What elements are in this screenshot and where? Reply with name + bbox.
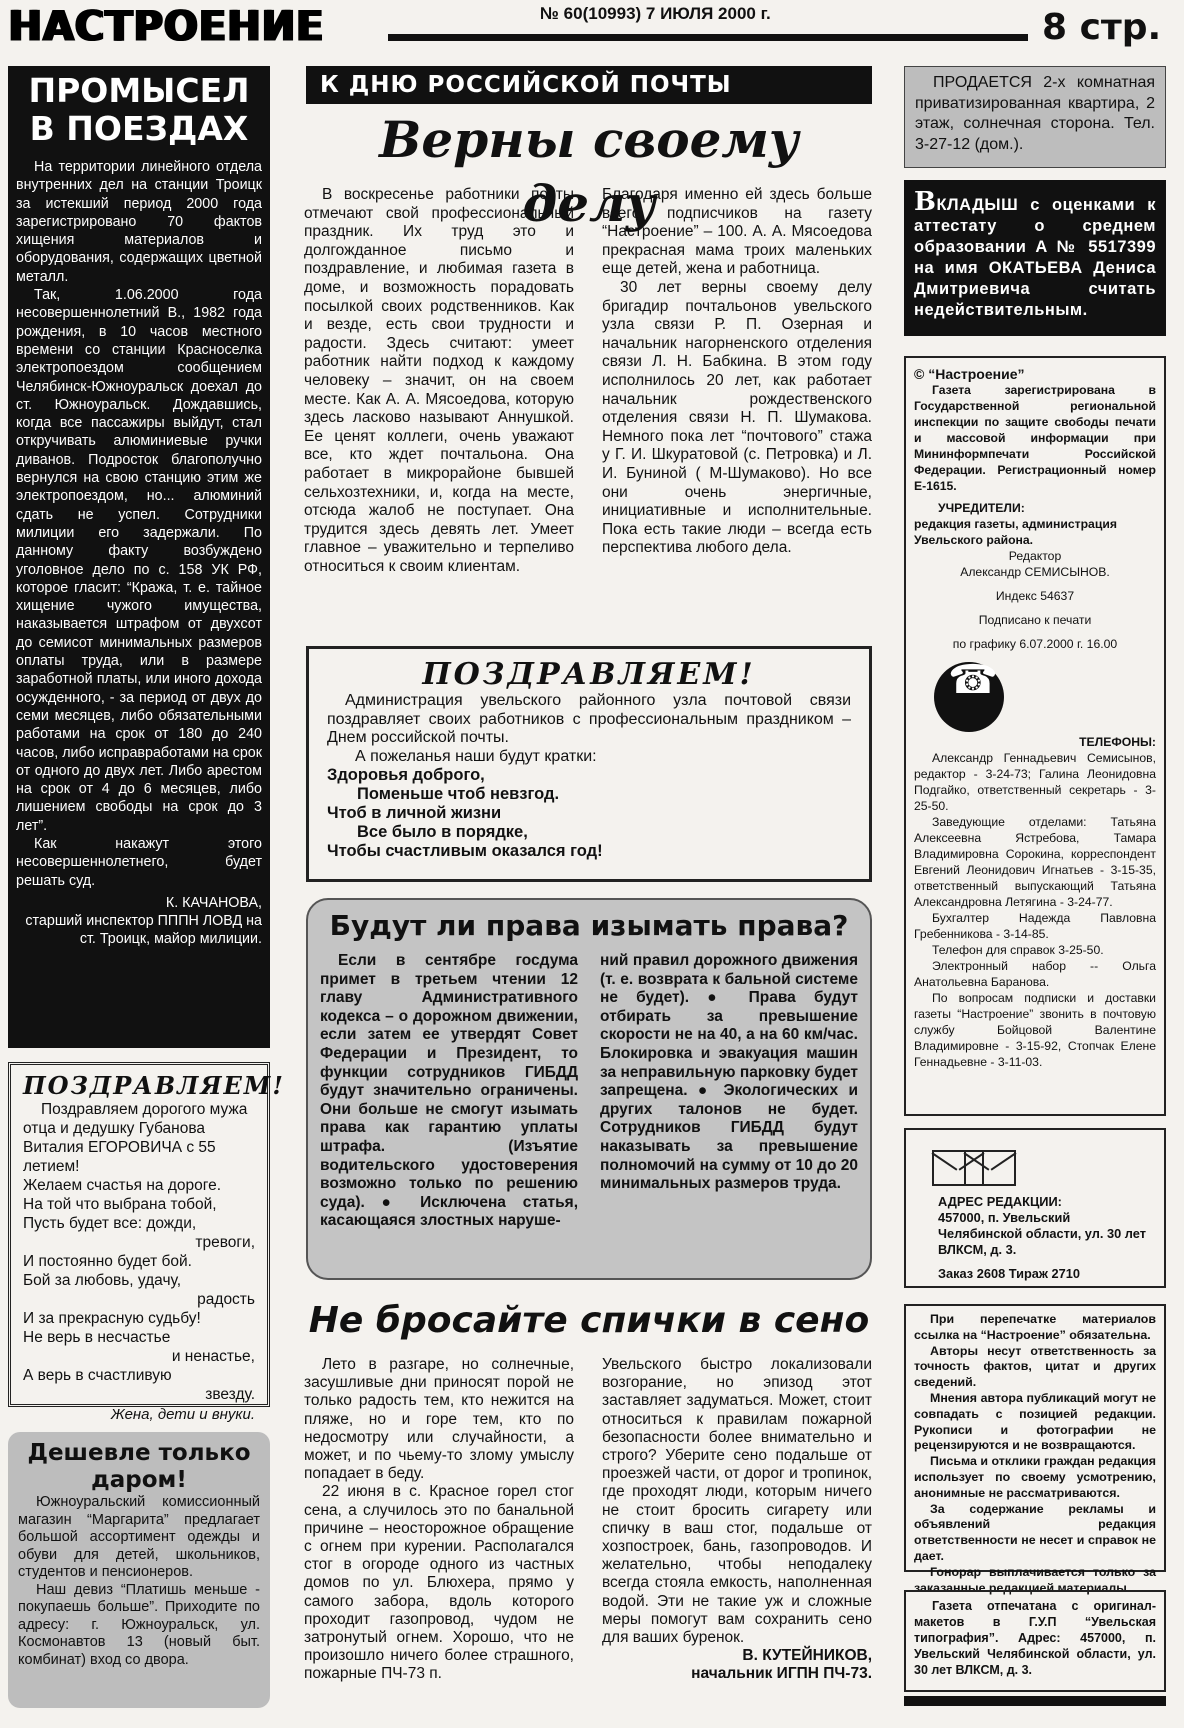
signed-to-print: Подписано к печати [978,613,1092,627]
address-text: 457000, п. Увельский Челябинской области, ул. 30 лет ВЛКСМ, д. 3. [938,1210,1146,1257]
editorial-address [904,1128,1166,1288]
crime-author-role: старший инспектор ПППН ЛОВД на ст. Троицк, майор милиции. [25,913,262,948]
crime-title: ПРОМЫСЕЛ В ПОЕЗДАХ [28,71,250,148]
verse-line: Чтобы счастливым оказался год! [327,842,603,860]
printing-house-notice [904,1590,1166,1692]
matches-headline: Не бросайте спички в сено [308,1300,870,1341]
page-number: 8 стр. [1042,7,1162,48]
lost-document-notice [904,180,1166,336]
subscription-index: Индекс 54637 [995,589,1075,603]
congratulation-line: Желаем счастья на дороге. [23,1177,222,1194]
matches-author: В. КУТЕЙНИКОВ, [742,1647,872,1665]
phone-entry: Бухгалтер Надежда Павловна Гребенникова - 3-14-85. [914,911,1156,941]
family-congratulation [8,1062,285,1423]
matches-paragraph: Увельского быстро локализовали возгорание, но эпизод этот заставляет задуматься. Может, стоит относиться к правилам пожарной безопасности более внимательно и строго? Уберите сено подальше от проезжей части, от дорог и тропинок, где проходят люди, которым ничего не стоит бросить сигарету или спичку в ваш стог, подальше от хозпостроек, бань, газопроводов. И желательно, чтобы неподалеку всегда стояла емкость, наполненная водой. Эти не такие уж и сложные меры помогут вам сохранить сено для ваших буренок. [602,1356,872,1647]
postal-verse [327,766,851,861]
telephone-icon [934,662,1004,732]
rights-title: Будут ли права изымать права? [329,909,849,942]
insert-initial: В [914,187,937,217]
verse-line: Здоровья доброго, [327,766,485,784]
ad-paragraph-2: Наш девиз “Платишь меньше - покупаешь больше”. Приходите по адресу: г. Южноуральск, ул. Космонавтов 13 (новый быт. комбинат) вход со двора. [18,1581,260,1668]
post-column-1 [304,186,574,576]
postal-congratulation [306,646,872,882]
congratulation-line: тревоги, [195,1234,255,1251]
post-column-2 [602,186,872,558]
matches-column-1 [304,1356,574,1684]
congratulation-line: Поздравляем дорогого мужа отца и дедушку Губанова Виталия ЕГОРОВИЧА с 55 летием! [23,1101,248,1175]
verse-line: Все было в порядке, [357,823,528,841]
ad-paragraph-1: Южноуральский комиссионный магазин “Маргарита” предлагает большой ассортимент одежды и обуви для детей, школьников, студентов и пенсионеров. [18,1494,260,1580]
postal-congratulation-text: Администрация увельского районного узла почтовой связи поздравляет своих работников с профессиональным праздником – Днем российской почты. [327,692,851,746]
imprint-box [904,356,1166,1116]
sale-notice [904,66,1166,168]
matches-author-role: начальник ИГПН ПЧ-73. [691,1665,872,1683]
header-rule [388,34,1028,41]
phones-label: ТЕЛЕФОНЫ: [1079,735,1156,749]
verse-line: Поменьше чтоб невзгод. [357,785,560,803]
crime-paragraph-1: На территории линейного отдела внутренних дел на станции Троицк за истекший период 2000 года зарегистрировано 70 фактов хищения материалов и оборудования, содержащих цветной металл. [16,159,262,285]
notice-item: Авторы несут ответственность за точность фактов, цитат и других сведений. [914,1343,1156,1390]
registration-text: Газета зарегистрирована в Государственной региональной инспекции по защите свободы печати и массовой информации при Мининформпечати Российской Федерации. Регистрационный номер Е-1615. [914,383,1156,493]
crime-paragraph-3: Как накажут этого несовершеннолетнего, будет решать суд. [16,835,262,889]
matches-column-2 [602,1356,872,1684]
shop-advertisement [8,1432,270,1708]
print-schedule: по графику 6.07.2000 г. 16.00 [952,637,1118,651]
postal-congratulation-lead: А пожеланья наши будут кратки: [355,747,597,765]
post-paragraph: 30 лет верны своему делу бригадир почтальонов увельского узла связи Р. П. Озерная и начальник нагорненского отделения связи Л. Н. Бабкина. В этом году исполнилось 20 лет, как работает начальник рождественского отделения связи Н. П. Шумакова. Немного пока лет “почтового” стажа у Г. И. Шкуратовой (с. Петровка) и Л. И. Буниной ( М-Шумаково). Но все они очень энергичные, инициативные и исполнительные. Пока есть такие люди – всегда есть перспектива любого дела. [602,278,872,557]
crime-article [8,66,270,1048]
phone-entry: Телефон для справок 3-25-50. [932,943,1104,957]
notice-item: Мнения автора публикаций могут не совпадать с позицией редакции. Рукописи и фотографии не рецензируются и не возвращаются. [914,1390,1156,1453]
notice-item: За содержание рекламы и объявлений редакция ответственности не несет и справок не дает. [914,1501,1156,1563]
matches-paragraph: Лето в разгаре, но солнечные, засушливые дни приносят порой не только радость тем, кто нежится на пляже, но и горе тем, кто по недосмотру или случайности, а может, и по чьему-то злому умыслу попадает в беду. [304,1356,574,1483]
matches-paragraph: 22 июня в с. Красное горел стог сена, а случилось это по банальной причине – неосторожное обращение с огнем при курении. Располагался стог в огороде одного из частных домов по ул. Блюхера, прямо у самого забора, вдоль которого проходит газопровод, чудом не затронутый огнем. Хорошо, что не произошло ничего более страшного, пожарные ПЧ-73 п. [304,1483,574,1683]
editor-label: Редактор [1008,549,1062,563]
sale-text: ПРОДАЕТСЯ 2-х комнатная приватизированная квартира, 2 этаж, солнечная сторона. Тел. 3-27-12 (дом.). [915,74,1155,153]
congratulation-line: звезду. [205,1386,255,1403]
phone-entry: Электронный набор -- Ольга Анатольевна Баранова. [914,959,1156,989]
congratulation-line: Бой за любовь, удачу, [23,1272,182,1289]
imprint-title: © “Настроение” [914,366,1025,382]
footer-rule [904,1696,1166,1706]
phone-entry: Александр Геннадьевич Семисынов, редактор - 3-24-73; Галина Леонидовна Подгайко, ответственный секретарь - 3-25-50. [914,751,1156,813]
reprint-notice [904,1304,1166,1595]
imprint-title-text: “Настроение” [928,366,1025,382]
insert-text: КЛАДЫШ с оценками к аттестату о среднем образовании А № 5517399 на имя ОКАТЬЕВА Дениса Дмитриевича считать недействительным. [914,196,1156,319]
post-paragraph: Благодаря именно ей здесь больше всего подписчиков на газету “Настроение” – 100. А. А. Мясоедова прекрасная мама троих маленьких еще детей, жена и работница. [602,186,872,278]
post-paragraph: В воскресенье работники почты отмечают свой профессиональный праздник. Их труд это и долгожданное письмо и поздравление, и любимая газета в доме, и возможность порадовать посылкой своих родственников. Как и везде, есть свои трудности и радости. Здесь считают: умеет работник найти подход к каждому человеку – значит, он на своем месте. Как А. А. Мясоедова, которую здесь ласково называют Аннушкой. Ее ценят коллеги, очень уважают все, кто ждет почтальона. Она работает в микрорайоне бывшей сельхозтехники, и, когда на месте, отсюда жалоб не поступает. Она трудится здесь девять лет. Умеет главное – уважительно и терпеливо относиться к своим клиентам. [304,186,574,575]
congratulation-caption: ПОЗДРАВЛЯЕМ! [23,1071,285,1100]
crime-paragraph-2: Так, 1.06.2000 года несовершеннолетний В., 1982 года рождения, в 10 часов местного времени со станции Красноселка электропоездом сообщением Челябинск-Южноуральск доехал до ст. Южноуральск. Дождавшись, когда все пассажиры выйдут, стал откручивать алюминиевые ручки диванов. Подросток благополучно вернулся на свою станцию этим же электропоездом, но... алюминий сдать не успел. Сотрудники милиции его задержали. По данному факту возбуждено уголовное дело по с. 158 УК РФ, которое гласит: “Кража, т. е. тайное хищение чужого имущества, наказывается штрафом от двухсот до семисот минимальных размеров оплаты труда, или в размере заработной платы, или иного дохода осужденного, - за период от двух до семи месяцев, либо обязательными работами на срок от 180 до 240 часов, либо исправработами на срок от одного до двух лет. Либо арестом на срок от 4 до 6 месяцев, либо лишением свободы на срок до 3 лет”. [16,287,262,834]
congratulation-line: И постоянно будет бой. [23,1253,192,1270]
rights-column-1: Если в сентябре госдума примет в третьем чтении 12 главу Административного кодекса – о дорожном движении, если затем ее утвердят Совет Федерации и Президент, то функции сотрудников ГИБДД будут значительно ограничены. Они больше не смогут изымать права как гарантию уплаты штрафа. (Изъятие водительского удостоверения возможно только по решению суда). ● Исключена статья, касающаяся злостных наруше- [320,952,578,1230]
congratulation-line: На той что выбрана тобой, [23,1196,217,1213]
notice-item: Гонорар выплачивается только за заказанные редакцией материалы. [914,1564,1156,1595]
phone-entry: Заведующие отделами: Татьяна Алексеевна Ястребова, Тамара Владимировна Сорокина, корреспондент Евгений Леонидович Игнатьев - 3-15-35, ответственный выпускающий Татьяна Александровна Летягина - 3-24-77. [914,815,1156,909]
post-rubric: К ДНЮ РОССИЙСКОЙ ПОЧТЫ [306,66,872,104]
founders-label: УЧРЕДИТЕЛИ: [938,501,1025,515]
newspaper-logo: НАСТРОЕНИЕ [8,2,324,52]
crime-author: К. КАЧАНОВА, [165,894,262,911]
notice-item: При перепечатке материалов ссылка на “Настроение” обязательна. [914,1312,1156,1342]
founders-text: редакция газеты, администрация Увельского района. [914,517,1117,547]
congratulation-line: Пусть будет все: дожди, [23,1215,197,1232]
congratulation-line: Не верь в несчастье [23,1329,171,1346]
rights-column-2: ний правил дорожного движения (т. е. возврата к бальной системе не будет). ● Права будут отбирать за превышение скорости не на 40, а на 60 км/час. Блокировка и эвакуация машин за неправильную парковку будет запрещена. ● Экологических и других талонов не будет. Сотрудников ГИБДД будут наказывать за превышение полномочий на сумму от 10 до 20 минимальных размеров труда. [600,952,858,1193]
address-label: АДРЕС РЕДАКЦИИ: [938,1194,1062,1209]
congratulation-line: И за прекрасную судьбу! [23,1310,201,1327]
editor-name: Александр СЕМИСЫНОВ. [960,565,1110,579]
rights-article [306,898,872,1280]
congratulation-signature: Жена, дети и внуки. [110,1406,255,1423]
congratulation-line: радость [197,1291,255,1308]
congratulation-line: и ненастье, [171,1348,255,1365]
ad-title: Дешевле только даром! [27,1440,251,1493]
congratulation-line: А верь в счастливую [23,1367,172,1384]
verse-line: Чтоб в личной жизни [327,804,502,822]
printed-text: Газета отпечатана с оригинал-макетов в Г.У.П “Увельская типография”. Адрес: 457000, п. Увельский Челябинской области, ул. 30 лет ВЛКСМ, д. 3. [914,1599,1156,1677]
issue-info: № 60(10993) 7 ИЮЛЯ 2000 г. [540,4,771,23]
post-headline: Верны своему делу [379,110,799,233]
order-circulation: Заказ 2608 Тираж 2710 [938,1266,1080,1281]
notice-item: Письма и отклики граждан редакция использует по своему усмотрению, анонимные не рассматриваются. [914,1454,1156,1500]
phone-entry: По вопросам подписки и доставки газеты “Настроение” звонить в почтовую службу Бойцовой Валентине Владимировне - 3-15-92, Стопчак Елене Геннадьевне - 3-11-03. [914,991,1156,1069]
postal-congratulation-caption: ПОЗДРАВЛЯЕМ! [422,657,756,692]
envelope-icon [914,1136,1156,1190]
